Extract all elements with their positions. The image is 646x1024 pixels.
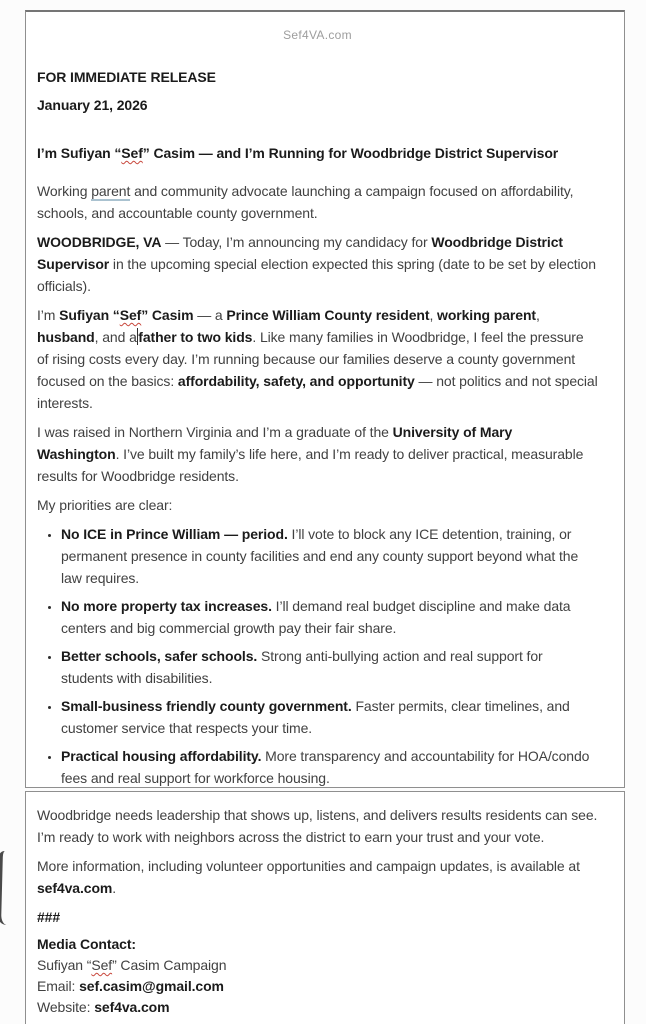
text-run: sef.casim@gmail.com — [79, 978, 224, 994]
text-run: — a — [193, 307, 227, 323]
text-run: I’m — [37, 307, 60, 323]
text-run: I’ll demand real budget discipline and make data centers and big commercial growth pay their fair share. — [61, 598, 571, 636]
text-run: . Like many families in Woodbridge, I feel the pressure of rising costs every day. I’m running because our families deserve a county government focused on the basics: — [37, 329, 584, 389]
text-run: father to two kids — [138, 329, 253, 345]
doc-header-site[interactable] — [37, 24, 598, 46]
text-run: I was raised in Northern Virginia and I’m a graduate of the — [37, 424, 393, 440]
text-run: More information, including volunteer opportunities and campaign updates, is available at — [37, 858, 580, 874]
left-edge-artifact — [0, 851, 12, 925]
text-run: affordability, safety, and opportunity — [177, 373, 415, 389]
contact-line[interactable] — [37, 955, 598, 976]
text-run: ” Casim — and I’m Running for Woodbridge District Supervisor — [142, 145, 559, 161]
misspelled-word: Sef — [119, 307, 142, 323]
text-run: FOR IMMEDIATE RELEASE — [37, 69, 216, 85]
tagline-paragraph[interactable] — [37, 180, 598, 224]
contact-line[interactable] — [37, 934, 598, 955]
text-run: and community advocate launching a campaign focused on affordability, schools, and accountable county government. — [37, 183, 574, 221]
text-run: . — [112, 880, 117, 896]
text-run: Media Contact: — [37, 936, 136, 952]
text-run: Website: — [37, 999, 95, 1015]
text-run: Strong anti-bullying action and real support for students with disabilities. — [61, 648, 543, 686]
release-line[interactable] — [37, 66, 598, 88]
text-run: sef4va.com — [94, 999, 170, 1015]
suggested-word: parent — [91, 183, 131, 199]
more-info-paragraph[interactable] — [37, 855, 598, 899]
priorities-intro[interactable] — [37, 494, 598, 516]
media-contact-block — [37, 934, 598, 1018]
text-run: WOODBRIDGE, VA — [37, 234, 162, 250]
priority-item[interactable] — [61, 645, 598, 689]
text-run: , and a — [94, 329, 137, 345]
priorities-list — [37, 523, 598, 788]
date-line[interactable] — [37, 94, 598, 116]
text-run: ” Casim — [141, 307, 194, 323]
text-run: , — [429, 307, 438, 323]
text-run: sef4va.com — [37, 880, 113, 896]
text-run: working parent — [437, 307, 536, 323]
priority-item[interactable] — [61, 595, 598, 639]
text-run: — not politics and not special interests. — [37, 373, 598, 411]
text-run: — Today, I’m announcing my candidacy for — [161, 234, 432, 250]
text-run: Sufiyan “ — [59, 307, 120, 323]
text-run: Small-business friendly county government. — [61, 698, 352, 714]
document-page-1[interactable] — [25, 10, 625, 788]
text-run: in the upcoming special election expected this spring (date to be set by election officials). — [37, 256, 596, 294]
misspelled-word: Sef — [91, 957, 113, 973]
text-run: ” Casim Campaign — [112, 957, 227, 973]
priority-item[interactable] — [61, 695, 598, 739]
text-run: Woodbridge District Supervisor — [37, 234, 563, 272]
headline[interactable] — [37, 142, 598, 164]
text-run: Woodbridge needs leadership that shows up, listens, and delivers results residents can see. I’m ready to work with neighbors across the district to earn your trust and your vote. — [37, 807, 598, 845]
text-run: husband — [37, 329, 95, 345]
text-run: No more property tax increases. — [61, 598, 272, 614]
text-run: Practical housing affordability. — [61, 748, 262, 764]
text-run: My priorities are clear: — [37, 497, 173, 513]
text-run: University of Mary Washington — [37, 424, 513, 462]
end-marker[interactable] — [37, 906, 598, 928]
text-run: Better schools, safer schools. — [61, 648, 258, 664]
bio-paragraph[interactable] — [37, 304, 598, 414]
text-run: Sufiyan “ — [37, 957, 92, 973]
text-run: More transparency and accountability for HOA/condo fees and real support for workforce housing. — [61, 748, 590, 786]
text-run: I’m Sufiyan “ — [37, 145, 122, 161]
text-run: January 21, 2026 — [37, 97, 148, 113]
text-run: Sef4VA.com — [283, 28, 352, 42]
text-run: Email: — [37, 978, 80, 994]
misspelled-word: Sef — [121, 145, 143, 161]
priority-item[interactable] — [61, 523, 598, 589]
document-page-2[interactable] — [25, 791, 625, 1024]
text-run: , — [535, 307, 540, 323]
text-run: I’ll vote to block any ICE detention, training, or permanent presence in county facilities and end any county support beyond what the law requires. — [61, 526, 579, 586]
text-run: Working — [37, 183, 92, 199]
text-run: Faster permits, clear timelines, and customer service that respects your time. — [61, 698, 570, 736]
text-run: . I’ve built my family’s life here, and I’m ready to deliver practical, measurable results for Woodbridge residents. — [37, 446, 584, 484]
text-run: No ICE in Prince William — period. — [61, 526, 288, 542]
text-run: Prince William County resident — [226, 307, 430, 323]
contact-line[interactable] — [37, 997, 598, 1018]
closing-paragraph[interactable] — [37, 804, 598, 848]
dateline-paragraph[interactable] — [37, 231, 598, 297]
priority-item[interactable] — [61, 745, 598, 788]
background-paragraph[interactable] — [37, 421, 598, 487]
text-run: ### — [37, 909, 61, 925]
contact-line[interactable] — [37, 976, 598, 997]
